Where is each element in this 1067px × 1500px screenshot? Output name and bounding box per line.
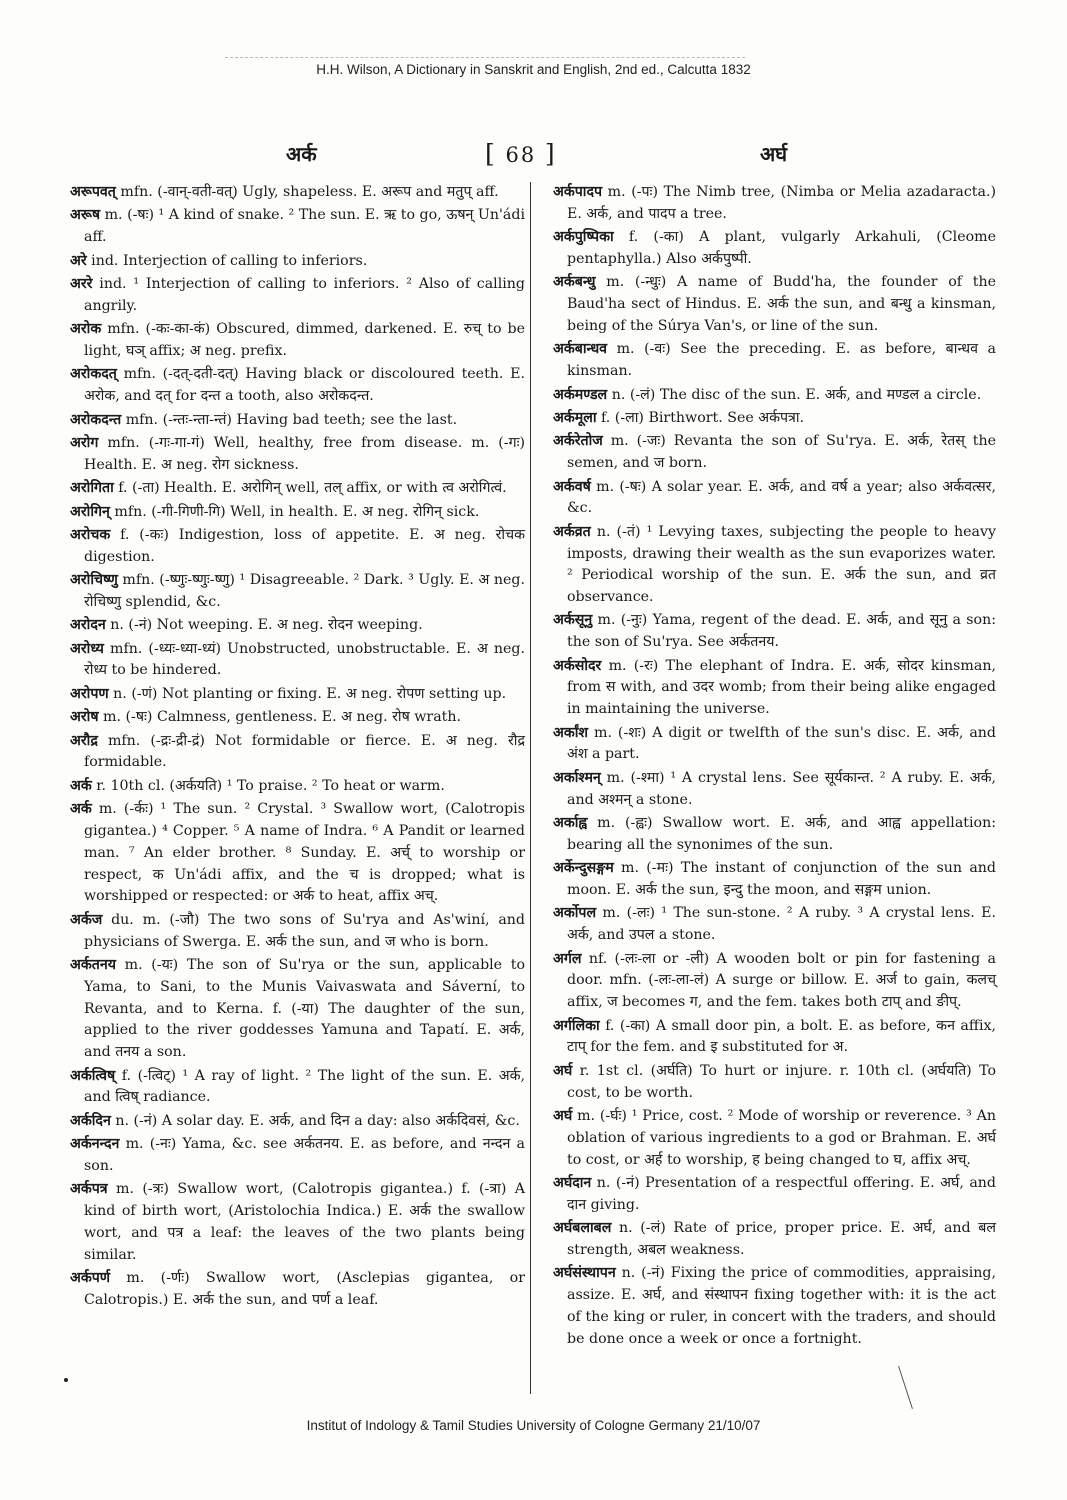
definition: m. (-षः) Calmness, gentleness. E. अ neg. रोष wrath.	[103, 709, 462, 726]
dictionary-entry	[553, 385, 996, 407]
dictionary-entry	[553, 1061, 996, 1105]
definition: m. (-ह्वः) Swallow wort. E. अर्क, and आह्व appellation: bearing all the synonimes of the sun.	[567, 815, 997, 853]
definition: n. (-नं) Not weeping. E. अ neg. रोदन weeping.	[110, 617, 423, 634]
right-column	[553, 182, 996, 1352]
definition: mfn. (-गी-गिणी-गि) Well, in health. E. अ neg. रोगिन् sick.	[114, 503, 480, 520]
headword: अरोध्य	[70, 640, 104, 657]
headword: अर्कव्रत	[553, 523, 591, 540]
headword: अररे	[70, 275, 93, 292]
definition: r. 10th cl. (अर्कयति) ¹ To praise. ² To heat or warm.	[96, 777, 445, 794]
dictionary-entry	[70, 955, 525, 1064]
dictionary-entry	[70, 274, 525, 318]
page-number-block	[485, 139, 557, 168]
dictionary-entry	[553, 1173, 996, 1217]
definition: n. (-तं) ¹ Levying taxes, subjecting the people to heavy imposts, drawing their wealth as the sun evaporizes water. ² Periodical worship of the sun. E. अर्क the sun, and व्रत observance.	[567, 523, 997, 606]
definition: m. (-लः) ¹ The sun-stone. ² A ruby. ³ A crystal lens. E. अर्क, and उपल a stone.	[567, 905, 996, 944]
definition: nf. (-लः-ला or -ली) A wooden bolt or pin for fastening a door. mfn. (-लः-ला-लं) A surge or billow. E. अर्ज to gain, कलच् affix, ज becomes ग, and the fem. takes both टाप् and ङीप्.	[567, 950, 996, 1011]
headword: अर्घ	[553, 1107, 573, 1124]
headword: अर्कोपल	[553, 905, 597, 922]
headword: अर्कमूला	[553, 409, 597, 426]
headword: अर्गलिका	[553, 1017, 600, 1034]
source-line: H.H. Wilson, A Dictionary in Sanskrit and English, 2nd ed., Calcutta 1832	[316, 62, 751, 77]
headword: अर्कपुष्पिका	[553, 229, 614, 246]
definition: mfn. (-कः-का-कं) Obscured, dimmed, darkened. E. रुच् to be light, घञ् affix; अ neg. prefix.	[84, 321, 525, 359]
headword: अर्घबलाबल	[553, 1220, 612, 1237]
headword: अर्घदान	[553, 1174, 592, 1191]
headword: अर्कबन्धु	[553, 274, 596, 291]
dictionary-entry	[70, 433, 525, 477]
headword: अरोदन	[70, 617, 106, 634]
definition: mfn. (-ध्यः-ध्या-ध्यं) Unobstructed, unobstructable. E. अ neg. रोध्य to be hindered.	[84, 640, 526, 679]
definition: ind. ¹ Interjection of calling to inferiors. ² Also of calling angrily.	[84, 275, 526, 314]
definition: mfn. (-दत्-दती-दत्) Having black or discoloured teeth. E. अरोक, and दत् for दन्त a tooth, also अरोकदन्त.	[84, 366, 525, 405]
headword: अर्काश्मन्	[553, 769, 601, 786]
dictionary-entry	[70, 1268, 525, 1312]
headword: अरूपवत्	[70, 184, 116, 200]
scan-speck	[64, 1378, 68, 1382]
headword: अर्कतनय	[70, 956, 116, 973]
definition: n. (-नं) A solar day. E. अर्क, and दिन a day: also अर्कदिवसं, &c.	[115, 1112, 520, 1129]
dictionary-entry	[553, 227, 996, 271]
definition: m. (-शः) A digit or twelfth of the sun's disc. E. अर्क, and अंश a part.	[567, 724, 996, 763]
definition: r. 1st cl. (अर्घति) To hurt or injure. r. 10th cl. (अर्घयति) To cost, to be worth.	[567, 1062, 997, 1101]
definition: n. (-नं) Fixing the price of commodities, appraising, assize. E. अर्घ, and संस्थापन fixing together with: it is the act of the king or ruler, in concert with the traders, and should be done once a week or once a fortnight.	[567, 1265, 997, 1347]
definition: m. (-षः) A solar year. E. अर्क, and वर्ष a year; also अर्कवत्सर, &c.	[567, 478, 996, 517]
dictionary-entry	[553, 182, 996, 226]
left-column	[70, 182, 525, 1313]
dictionary-entry	[70, 1111, 525, 1133]
headword: अर्काह्व	[553, 815, 588, 832]
dictionary-entry	[70, 776, 525, 798]
definition: m. (-नः) Yama, &c. see अर्कतनय. E. as before, and नन्दन a son.	[84, 1136, 526, 1174]
pencil-mark	[898, 1366, 913, 1409]
definition: f. (-का) A small door pin, a bolt. E. as before, कन affix, टाप् for the fem. and इ substituted for अ.	[567, 1017, 996, 1056]
top-rule	[225, 57, 745, 58]
headword: अर्कत्विष्	[70, 1067, 116, 1084]
definition: f. (-ता) Health. E. अरोगिन् well, तल् affix, or with त्व अरोगित्वं.	[118, 480, 507, 497]
headword: अर्कांश	[553, 724, 589, 741]
dictionary-entry	[553, 1106, 996, 1171]
page-number: 68	[505, 143, 537, 167]
headword: अरोग	[70, 434, 99, 451]
definition: f. (-का) A plant, vulgarly Arkahuli, (Cleome pentaphylla.) Also अर्कपुष्पी.	[567, 229, 996, 267]
definition: mfn. (-ष्णुः-ष्णुः-ष्णु) ¹ Disagreeable. ² Dark. ³ Ugly. E. अ neg. रोचिष्णु splendid, &c.	[84, 572, 526, 610]
headword: अर्कसूनु	[553, 612, 593, 629]
headword: अर्घसंस्थापन	[553, 1265, 616, 1282]
headword: अरोकदत्	[70, 366, 117, 383]
dictionary-entry	[553, 477, 996, 521]
definition: mfn. (-वान्-वती-वत्) Ugly, shapeless. E. अरूप and मतुप् aff.	[120, 184, 499, 200]
definition: m. (-मः) The instant of conjunction of the sun and moon. E. अर्क the sun, इन्दु the moon, and सङ्गम union.	[567, 860, 996, 899]
dictionary-entry	[70, 319, 525, 363]
dictionary-entry	[70, 707, 525, 729]
dictionary-entry	[70, 639, 525, 683]
headword: अरोपण	[70, 685, 109, 702]
dictionary-entry	[70, 684, 525, 706]
definition: f. (-ला) Birthwort. See अर्कपत्रा.	[601, 409, 805, 426]
definition: n. (-लं) Rate of price, proper price. E. अर्घ, and बल strength, अबल weakness.	[567, 1220, 996, 1258]
definition: du. m. (-जौ) The two sons of Su'rya and As'winí, and physicians of Swerga. E. अर्क the sun, and ज who is born.	[84, 911, 525, 950]
dictionary-entry	[553, 1218, 996, 1262]
headword: अर्गल	[553, 950, 582, 967]
headword: अर्घ	[553, 1062, 573, 1079]
headword: अर्कपादप	[553, 184, 603, 200]
headword: अरौद्र	[70, 732, 98, 749]
dictionary-entry	[70, 478, 525, 500]
dictionary-entry	[553, 813, 996, 857]
credit-line: Institut of Indology & Tamil Studies University of Cologne Germany 21/10/07	[306, 1418, 761, 1433]
dictionary-entry	[553, 858, 996, 902]
headword: अरूष	[70, 207, 101, 224]
headword: अर्क	[70, 777, 92, 794]
dictionary-entry	[70, 1066, 525, 1110]
headword: अरोष	[70, 709, 99, 726]
definition: n. (-णं) Not planting or fixing. E. अ neg. रोपण setting up.	[113, 685, 507, 702]
dictionary-entry	[70, 615, 525, 637]
definition: m. (-र्णः) Swallow wort, (Asclepias gigantea, or Calotropis.) E. अर्क the sun, and पर्ण a leaf.	[84, 1270, 525, 1308]
headword: अरे	[70, 252, 87, 269]
dictionary-entry	[70, 251, 525, 273]
definition: m. (-श्मा) ¹ A crystal lens. See सूर्यकान्त. ² A ruby. E. अर्क, and अश्मन् a stone.	[567, 769, 996, 808]
dictionary-entry	[553, 949, 996, 1014]
dictionary-entry	[553, 1263, 996, 1350]
dictionary-entry	[553, 339, 996, 383]
dictionary-entry	[553, 1016, 996, 1060]
dictionary-entry	[553, 903, 996, 947]
dictionary-entry	[70, 205, 525, 249]
headword: अर्कनन्दन	[70, 1136, 120, 1153]
dictionary-entry	[70, 1134, 525, 1178]
dictionary-entry	[553, 272, 996, 337]
dictionary-entry	[70, 525, 525, 569]
definition: m. (-न्धुः) A name of Budd'ha, the founder of the Baud'ha sect of Hindus. E. अर्क the sun, and बन्धु a kinsman, being of the Súrya Van's, or line of the sun.	[567, 274, 996, 334]
definition: mfn. (-गः-गा-गं) Well, healthy, free from disease. m. (-गः) Health. E. अ neg. रोग sickness.	[84, 434, 525, 473]
headword: अर्कदिन	[70, 1112, 111, 1129]
definition: m. (-र्कः) ¹ The sun. ² Crystal. ³ Swallow wort, (Calotropis gigantea.) ⁴ Copper. ⁵ A name of Indra. ⁶ A Pandit or learned man. ⁷ An elder brother. ⁸ Sunday. E. अर्च् to worship or respect, क Un'ádi affix, and the च is dropped; what is worshipped or respected: or अर्क to heat, affix अच्.	[84, 801, 525, 905]
dictionary-entry	[70, 1179, 525, 1266]
headword: अरोचक	[70, 526, 111, 543]
headword: अर्कज	[70, 911, 103, 928]
dictionary-entry	[70, 910, 525, 954]
headword: अरोक	[70, 321, 102, 338]
bracket-open: [	[485, 139, 497, 168]
column-divider	[530, 182, 531, 1394]
dictionary-entry	[70, 799, 525, 908]
bracket-close: ]	[544, 139, 557, 168]
definition: f. (-कः) Indigestion, loss of appetite. E. अ neg. रोचक digestion.	[84, 526, 525, 565]
headword: अर्कमण्डल	[553, 386, 608, 403]
headword: अरोगिता	[70, 480, 114, 497]
dictionary-entry	[553, 723, 996, 767]
dictionary-entry	[553, 522, 996, 609]
headword: अरोकदन्त	[70, 411, 122, 428]
definition: mfn. (-न्तः-न्ता-न्तं) Having bad teeth; see the last.	[125, 411, 458, 428]
running-head-left: अर्क	[286, 142, 317, 166]
definition: m. (-जः) Revanta the son of Su'rya. E. अर्क, रेतस् the semen, and ज born.	[567, 433, 996, 472]
definition: m. (-र्घः) ¹ Price, cost. ² Mode of worship or reverence. ³ An oblation of various ingredients to a god or Brahman. E. अर्घ to cost, or अर्ह to worship, ह being changed to घ, affix अच्.	[567, 1107, 997, 1168]
definition: n. (-लं) The disc of the sun. E. अर्क, and मण्डल a circle.	[611, 386, 982, 403]
headword: अर्क	[70, 801, 92, 818]
running-head-right: अर्घ	[760, 142, 788, 166]
definition: n. (-नं) Presentation of a respectful offering. E. अर्घ, and दान giving.	[567, 1174, 996, 1213]
dictionary-entry	[553, 408, 996, 430]
definition: m. (-रः) The elephant of Indra. E. अर्क, सोदर kinsman, from स with, and उदर womb; from their being alike engaged in maintaining the universe.	[567, 657, 996, 718]
definition: m. (-त्रः) Swallow wort, (Calotropis gigantea.) f. (-त्रा) A kind of birth wort, (Aristolochia Indica.) E. अर्क the swallow wort, and पत्र a leaf: the leaves of the two plants being similar.	[84, 1181, 525, 1263]
definition: m. (-पः) The Nimb tree, (Nimba or Melia azadaracta.) E. अर्क, and पादप a tree.	[567, 184, 996, 222]
dictionary-entry	[553, 656, 996, 721]
headword: अर्कसोदर	[553, 657, 602, 674]
dictionary-entry	[70, 182, 525, 204]
headword: अर्कपत्र	[70, 1181, 108, 1198]
dictionary-entry	[553, 610, 996, 654]
headword: अर्कबान्धव	[553, 341, 608, 358]
dictionary-entry	[553, 768, 996, 812]
definition: m. (-षः) ¹ A kind of snake. ² The sun. E. ऋ to go, ऊषन् Un'ádi aff.	[84, 207, 525, 246]
definition: m. (-नुः) Yama, regent of the dead. E. अर्क, and सूनु a son: the son of Su'rya. See अर्कतनय.	[567, 612, 996, 651]
definition: f. (-त्विट्) ¹ A ray of light. ² The light of the sun. E. अर्क, and त्विष् radiance.	[84, 1067, 525, 1106]
dictionary-entry	[553, 431, 996, 475]
dictionary-entry	[70, 570, 525, 614]
definition: ind. Interjection of calling to inferiors.	[91, 252, 368, 269]
dictionary-entry	[70, 502, 525, 524]
definition: m. (-वः) See the preceding. E. as before, बान्धव a kinsman.	[567, 341, 996, 380]
headword: अर्केन्दुसङ्गम	[553, 860, 614, 877]
headword: अर्करेतोज	[553, 433, 603, 450]
dictionary-entry	[70, 364, 525, 408]
headword: अर्कपर्ण	[70, 1270, 111, 1287]
headword: अरोचिष्णु	[70, 572, 118, 589]
dictionary-entry	[70, 410, 525, 432]
definition: mfn. (-द्रः-द्री-द्रं) Not formidable or fierce. E. अ neg. रौद्र formidable.	[84, 732, 525, 771]
definition: m. (-यः) The son of Su'rya or the sun, applicable to Yama, to Sani, to the Munis Vaivaswata and Sáverní, to Revanta, and to Kerna. f. (-या) The daughter of the sun, applied to the river goddesses Yamuna and Tapatí. E. अर्क, and तनय a son.	[84, 956, 525, 1061]
headword: अरोगिन्	[70, 503, 110, 520]
headword: अर्कवर्ष	[553, 478, 591, 495]
dictionary-entry	[70, 731, 525, 775]
